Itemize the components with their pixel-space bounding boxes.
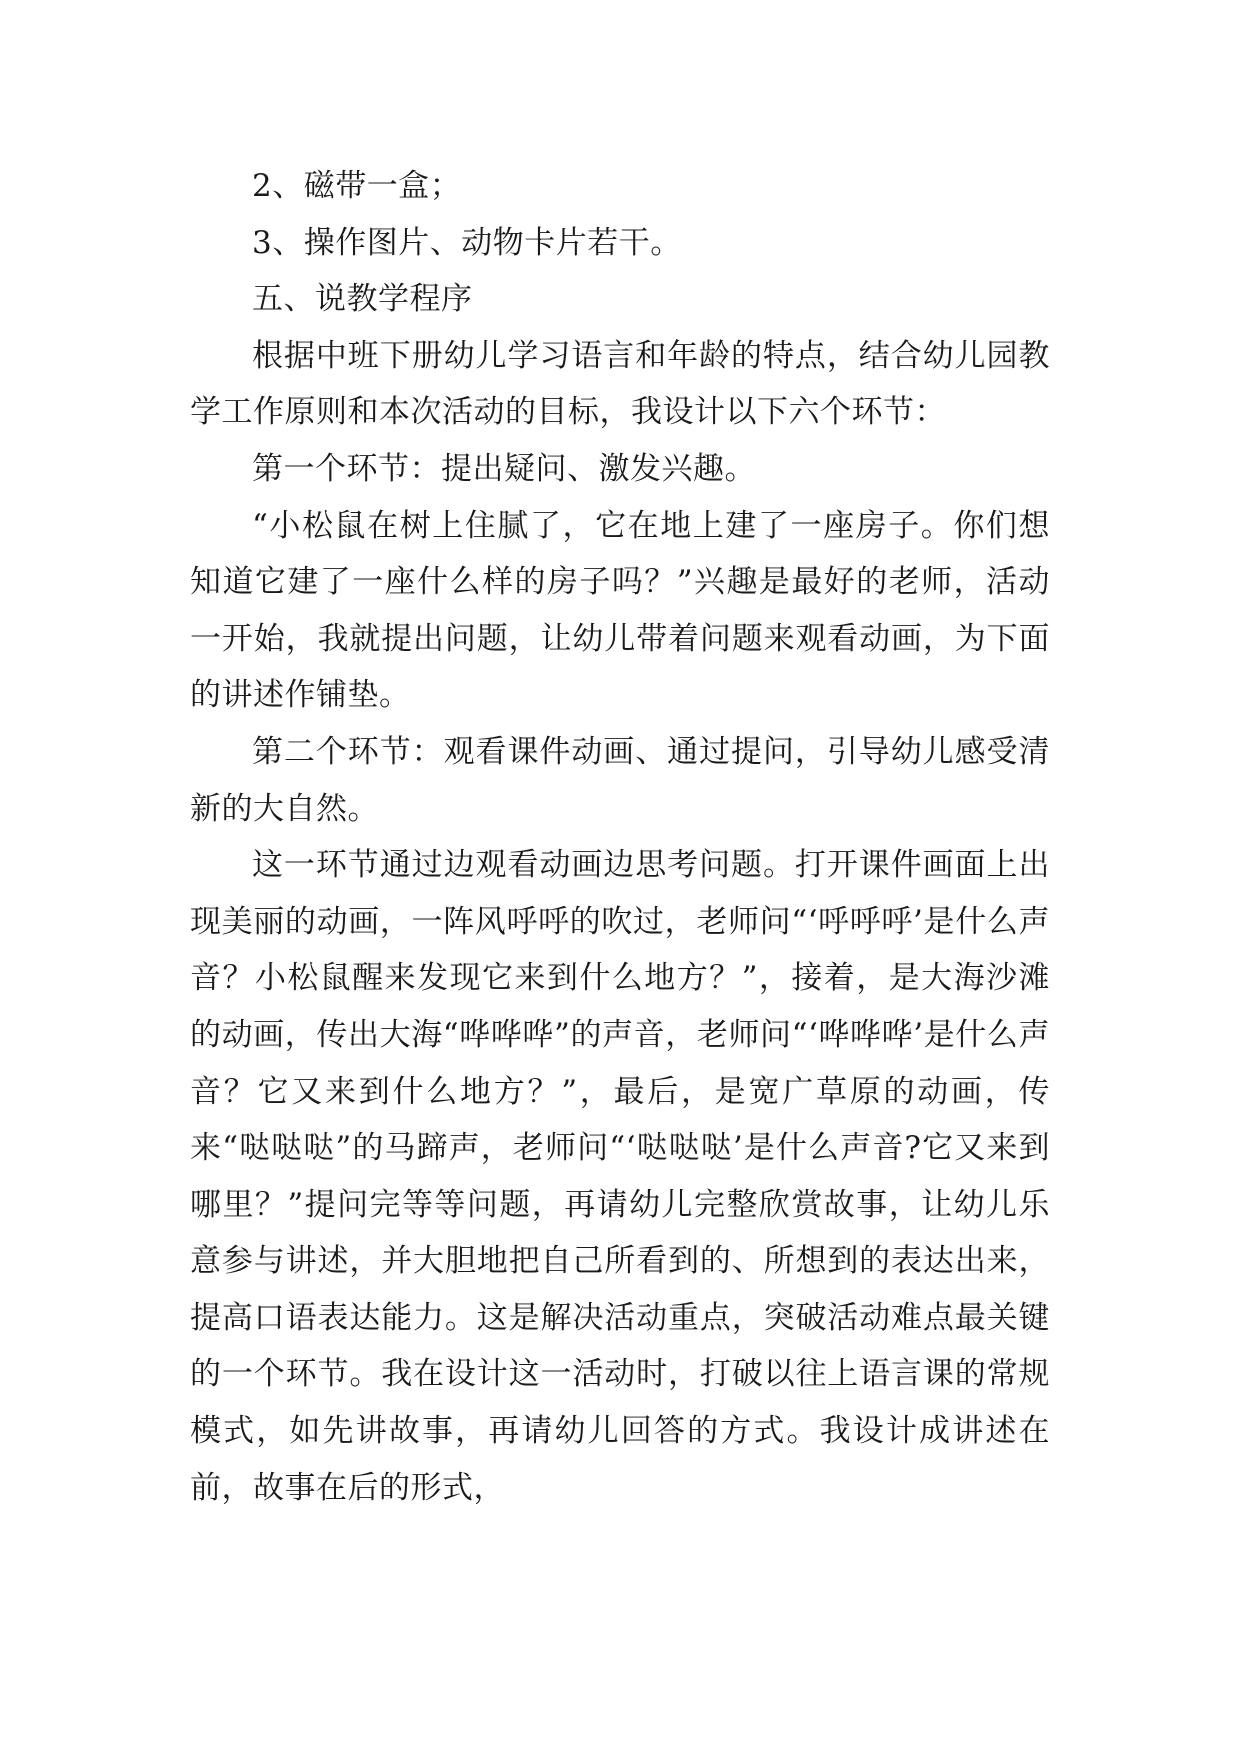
paragraph-first-step: “小松鼠在树上住腻了，它在地上建了一座房子。你们想知道它建了一座什么样的房子吗？”兴趣是最好的老师，活动一开始，我就提出问题，让幼儿带着问题来观看动画，为下面的讲述作铺垫。 bbox=[190, 507, 1050, 714]
list-item-tape: 2、磁带一盒； bbox=[252, 168, 462, 204]
step-heading-second: 第二个环节：观看课件动画、通过提问，引导幼儿感受清新的大自然。 bbox=[190, 733, 1050, 827]
list-item-cards: 3、操作图片、动物卡片若干。 bbox=[252, 224, 682, 261]
paragraph-overview: 根据中班下册幼儿学习语言和年龄的特点，结合幼儿园教学工作原则和本次活动的目标，我设计以下六个环节： bbox=[190, 337, 1050, 431]
step-heading-first: 第一个环节：提出疑问、激发兴趣。 bbox=[252, 450, 756, 487]
document-body bbox=[190, 158, 1050, 1516]
paragraph-second-step: 这一环节通过边观看动画边思考问题。打开课件画面上出现美丽的动画，一阵风呼呼的吹过，老师问“‘呼呼呼’是什么声音？小松鼠醒来发现它来到什么地方？”，接着，是大海沙滩的动画，传出大海“哗哗哗”的声音，老师问“‘哗哗哗’是什么声音？它又来到什么地方？”，最后，是宽广草原的动画，传来“哒哒哒”的马蹄声，老师问“‘哒哒哒’是什么声音?它又来到哪里？”提问完等等问题，再请幼儿完整欣赏故事，让幼儿乐意参与讲述，并大胆地把自己所看到的、所想到的表达出来，提高口语表达能力。这是解决活动重点，突破活动难点最关键的一个环节。我在设计这一活动时，打破以往上语言课的常规模式，如先讲故事，再请幼儿回答的方式。我设计成讲述在前，故事在后的形式， bbox=[190, 847, 1050, 1506]
section-heading-teaching-procedure: 五、说教学程序 bbox=[252, 281, 473, 318]
